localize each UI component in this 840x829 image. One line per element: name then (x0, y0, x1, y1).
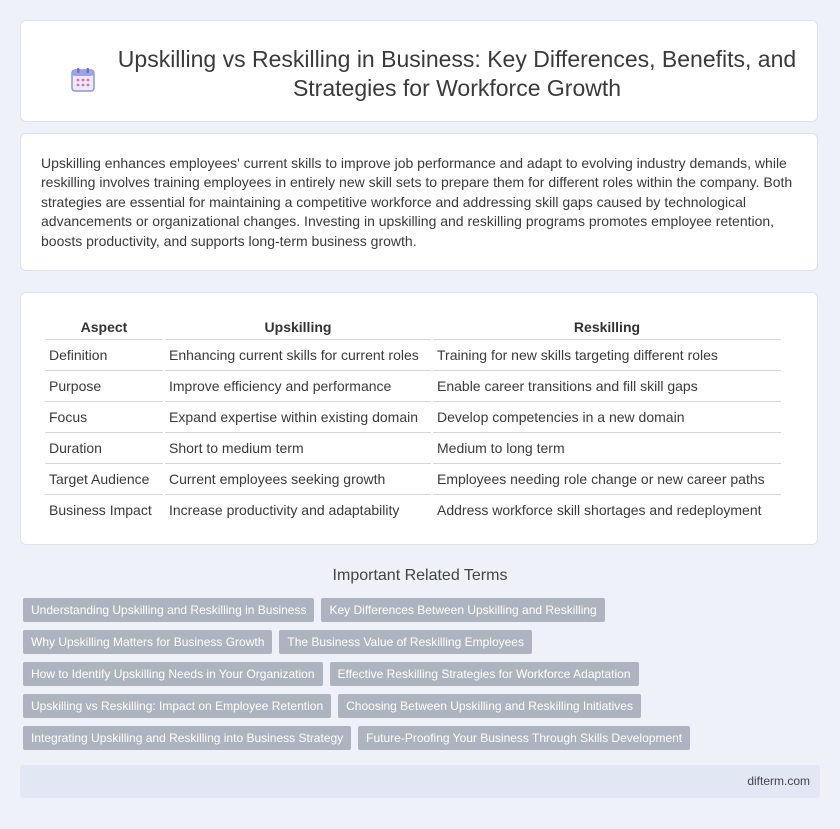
table-row (45, 464, 781, 495)
cell-reskilling: Address workforce skill shortages and redeployment (437, 502, 762, 518)
table-row (45, 433, 781, 464)
footer-site-link[interactable]: difterm.com (747, 774, 810, 788)
cell-aspect: Duration (45, 433, 163, 464)
cell-reskilling: Medium to long term (433, 433, 781, 464)
comparison-table (43, 313, 783, 525)
related-term-tag[interactable]: How to Identify Upskilling Needs in Your Organization (23, 662, 323, 686)
cell-aspect: Purpose (45, 371, 163, 402)
table-row (45, 340, 781, 371)
related-term-tag[interactable]: Effective Reskilling Strategies for Workforce Adaptation (330, 662, 639, 686)
related-term-tag[interactable]: Choosing Between Upskilling and Reskilling Initiatives (338, 694, 641, 718)
related-terms-list (23, 598, 813, 758)
header-aspect: Aspect (45, 313, 163, 340)
related-term-tag[interactable]: Key Differences Between Upskilling and Reskilling (321, 598, 604, 622)
cell-upskilling: Short to medium term (165, 433, 431, 464)
related-term-tag[interactable]: Upskilling vs Reskilling: Impact on Employee Retention (23, 694, 331, 718)
table-header-row (45, 313, 781, 340)
page-title: Upskilling vs Reskilling in Business: Key Differences, Benefits, and Strategies for Workforce Growth (117, 46, 797, 101)
tag-row (23, 598, 813, 622)
header-reskilling: Reskilling (433, 313, 781, 340)
cell-upskilling: Increase productivity and adaptability (169, 502, 400, 518)
cell-reskilling: Employees needing role change or new career paths (433, 464, 781, 495)
related-terms-heading: Important Related Terms (332, 567, 508, 584)
header-upskilling: Upskilling (165, 313, 431, 340)
table-row (45, 402, 781, 433)
cell-reskilling: Develop competencies in a new domain (433, 402, 781, 433)
related-term-tag[interactable]: Why Upskilling Matters for Business Growth (23, 630, 272, 654)
footer (20, 765, 820, 798)
tag-row (23, 662, 813, 686)
cell-upskilling: Current employees seeking growth (165, 464, 431, 495)
related-term-tag[interactable]: The Business Value of Reskilling Employees (279, 630, 532, 654)
tag-row (23, 726, 813, 750)
title-card (20, 20, 818, 122)
cell-upskilling: Improve efficiency and performance (165, 371, 431, 402)
related-term-tag[interactable]: Understanding Upskilling and Reskilling in Business (23, 598, 314, 622)
cell-upskilling: Expand expertise within existing domain (165, 402, 431, 433)
intro-card (20, 133, 818, 271)
calendar-icon (70, 67, 96, 93)
comparison-table-card (20, 292, 818, 545)
cell-reskilling: Training for new skills targeting different roles (433, 340, 781, 371)
cell-upskilling: Enhancing current skills for current roles (165, 340, 431, 371)
cell-aspect: Business Impact (49, 502, 152, 518)
intro-paragraph: Upskilling enhances employees' current skills to improve job performance and adapt to evolving industry demands, while reskilling involves training employees in entirely new skill sets to prepare them for different roles within the company. Both strategies are essential for maintaining a competitive workforce and addressing skill gaps caused by technological advancements or organizational changes. Investing in upskilling and reskilling programs promotes employee retention, boosts productivity, and supports long-term business growth. (41, 155, 793, 249)
cell-aspect: Target Audience (45, 464, 163, 495)
table-row (45, 371, 781, 402)
tag-row (23, 694, 813, 718)
related-term-tag[interactable]: Integrating Upskilling and Reskilling into Business Strategy (23, 726, 351, 750)
table-row (45, 495, 781, 525)
related-term-tag[interactable]: Future-Proofing Your Business Through Skills Development (358, 726, 690, 750)
cell-reskilling: Enable career transitions and fill skill gaps (433, 371, 781, 402)
tag-row (23, 630, 813, 654)
cell-aspect: Definition (45, 340, 163, 371)
cell-aspect: Focus (45, 402, 163, 433)
